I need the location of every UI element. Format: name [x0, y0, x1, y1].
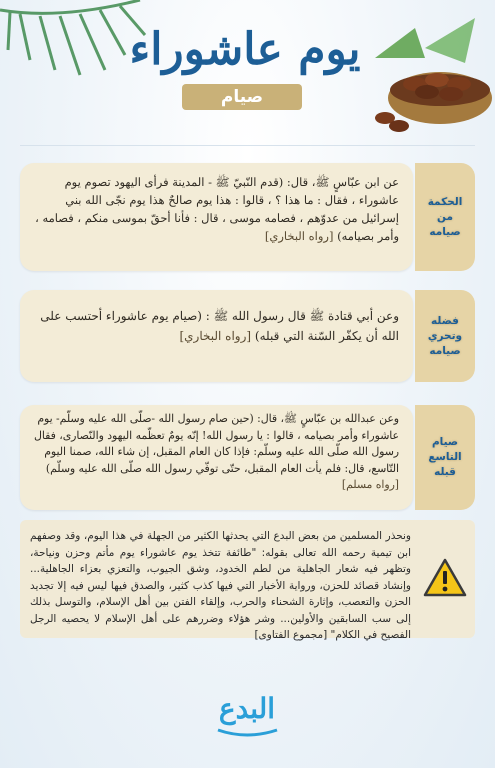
card-tag: [415, 405, 475, 510]
page-title: يوم عاشوراء: [129, 24, 361, 75]
card-text: [34, 173, 399, 245]
hadith-text: وعن أبي قتادة ﷺ قال رسول الله ﷺ : (صيام يوم عاشوراء أحتسب على الله أن يكفّر السّنة التي قبله): [40, 309, 399, 343]
hadith-text: عن ابن عبّاسٍ ﷺ، قال: (قدم النّبيّ ﷺ - المدينة فرأى اليهود تصوم يوم عاشوراء ، فقال : ما هذا ؟ ، قالوا : هذا يوم صالحٌ هذا يوم نجّى الله بني إسرائيل من عدوّهم ، فصامه موسى ، قال : فأنا أحقّ بموسى منكم ، فصامه ، وأمر بصيامه): [35, 175, 399, 243]
hadith-card-wisdom: [20, 163, 475, 271]
tag-line: من: [437, 210, 453, 223]
tag-line: وتحري: [427, 329, 463, 342]
card-text: [34, 411, 399, 494]
tag-line: الحكمة: [427, 195, 463, 208]
header: [110, 20, 380, 140]
tag-line: صيام: [431, 436, 459, 448]
tag-line: صيامه: [429, 344, 461, 357]
hadith-reference: [رواه البخاري]: [179, 329, 252, 343]
warning-text: ونحذر المسلمين من بعض البدع التي يحدثها الكثير من الجهلة في هذا اليوم، وقد وصفهم ابن تيمية رحمه الله تعالى بقوله: "طائفة تتخذ يوم عاشوراء يوم مأتم وحزن ونياحة، وتظهر فيه شعار الجاهلية من لطم الخدود، وشق الجيوب، والتعزي بعزاء الجاهلية... وإنشاد قصائد للحزن، ورواية الأخبار التي فيها كذب كثير، والصدق فيها ليس فيه إلا تجديد الحزن والتعصب، وإثارة الشحناء والحرب، وإلقاء الفتن بين أهل الإسلام، والتوسل بذلك إلى سب السابقين والأولين... وشر هؤلاء وضررهم على أهل الإسلام لا يحصيه الرجل الفصيح في الكلام" [مجموع الفتاوى]: [30, 530, 411, 641]
subtitle-badge: صيام: [182, 84, 302, 110]
tag-line: فضله: [431, 314, 459, 327]
header-divider: [20, 145, 475, 146]
tag-line: قبله: [434, 466, 456, 478]
logo-text: البدع: [218, 692, 276, 725]
tag-line: صيامه: [429, 225, 461, 238]
hadith-text: وعن عبدالله بن عبّاسٍ ﷺ، قال: (حين صام رسول الله -صلّى الله عليه وسلّم- يوم عاشوراء وأمر بصيامه ، قالوا : يا رسول الله! إنّه يومٌ تعظّمه اليهود والنّصارى، فقال رسول الله صلّى الله عليه وسلّم: فإذا كان العام المقبل، إن شاء الله، صمنا اليوم التّاسع، قال: فلم يأت العام المقبل، حتّى توفّي رسول الله صلّى الله عليه وسلّم): [34, 412, 399, 475]
card-text: [34, 306, 399, 346]
innovation-warning-box: [20, 520, 475, 641]
tag-line: التاسع: [428, 451, 462, 463]
hadith-reference: [رواه البخاري]: [264, 229, 334, 243]
hadith-reference: [رواه مسلم]: [341, 478, 399, 491]
hadith-card-ninth: [20, 405, 475, 510]
card-tag: [415, 163, 475, 271]
warning-icon: [423, 558, 467, 598]
card-tag: [415, 290, 475, 382]
hadith-card-virtue: [20, 290, 475, 382]
logo-icon: [210, 672, 285, 742]
